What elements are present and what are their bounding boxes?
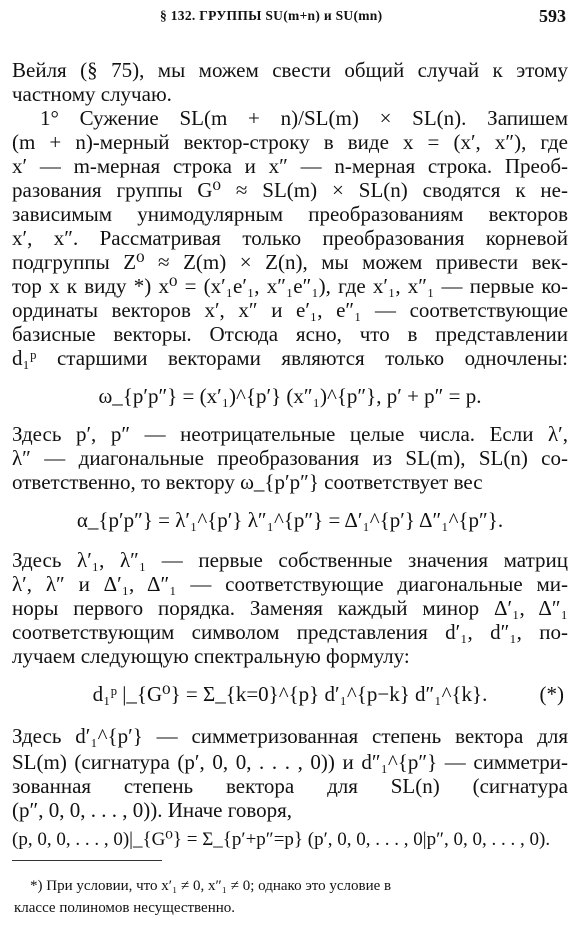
text-line: соответствующим символом представления d′₁, d″₁, по-: [12, 620, 568, 644]
footnote-line: *) При условии, что x′₁ ≠ 0, x″₁ ≠ 0; однако это условие в: [30, 878, 392, 894]
text-line: (p″, 0, 0, . . . , 0)). Иначе говоря,: [12, 798, 293, 822]
text-line: тор x к виду *) x⁰ = (x′₁e′₁, x″₁e″₁), где x′₁, x″₁ — первые ко-: [12, 274, 568, 298]
text-line: зависимым унимодулярным преобразованиям векторов: [12, 202, 568, 226]
formula-restriction: (p, 0, 0, . . . , 0)|_{G⁰} = Σ_{p′+p″=p} (p′, 0, 0, . . . , 0|p″, 0, 0, . . . , 0).: [12, 829, 551, 850]
running-title: § 132. ГРУППЫ SU(m+n) и SU(mn): [160, 8, 383, 23]
text-line: Здесь d′₁^{p′} — симметризованная степень вектора для: [12, 724, 568, 748]
text-line: Здесь p′, p″ — неотрицательные целые числа. Если λ′,: [12, 422, 568, 446]
page-header: [0, 6, 580, 28]
text-line: d₁ᵖ старшими векторами являются только одночлены:: [12, 346, 568, 370]
text-line: базисные векторы. Отсюда ясно, что в представлении: [12, 322, 568, 346]
formula-omega: ω_{p′p″} = (x′₁)^{p′} (x″₁)^{p″}, p′ + p″ = p.: [98, 384, 482, 408]
text-line: λ″ — диагональные преобразования из SL(m), SL(n) со-: [12, 446, 568, 470]
text-line: Здесь λ′₁, λ″₁ — первые собственные значения матриц: [12, 548, 568, 572]
text-line: Вейля (§ 75), мы можем свести общий случай к этому: [12, 58, 568, 82]
text-line: подгруппы Z⁰ ≈ Z(m) × Z(n), мы можем привести век-: [12, 250, 568, 274]
text-line: λ′, λ″ и Δ′₁, Δ″₁ — соответствующие диагональные ми-: [12, 572, 568, 596]
text-line: x′ — m-мерная строка и x″ — n-мерная строка. Преоб-: [12, 154, 568, 178]
text-line: зованная степень вектора для SL(n) (сигнатура: [12, 774, 568, 798]
formula-alpha: α_{p′p″} = λ′₁^{p′} λ″₁^{p″} = Δ′₁^{p′} Δ″₁^{p″}.: [76, 508, 504, 532]
page-number: 593: [539, 6, 566, 26]
text-line: разования группы G⁰ ≈ SL(m) × SL(n) сводятся к не-: [12, 178, 568, 202]
text-line: ответственно, то вектору ω_{p′p″} соответствует вес: [12, 470, 483, 494]
text-line: норы первого порядка. Заменяя каждый минор Δ′₁, Δ″₁: [12, 596, 568, 620]
section-heading-line: 1° Сужение SL(m + n)/SL(m) × SL(n). Запишем: [40, 106, 568, 130]
text-line: SL(m) (сигнатура (p′, 0, 0, . . . , 0)) и d″₁^{p″} — симметри-: [12, 750, 568, 774]
text-line: частному случаю.: [12, 82, 172, 106]
text-line: ординаты векторов x′, x″ и e′₁, e″₁ — соответствующие: [12, 298, 568, 322]
formula-spectral: d₁ᵖ |_{G⁰} = Σ_{k=0}^{p} d′₁^{p−k} d″₁^{k}.: [92, 682, 488, 706]
text-line: (m + n)-мерный вектор-строку в виде x = (x′, x″), где: [12, 130, 568, 154]
text-line: x′, x″. Рассматривая только преобразования корневой: [12, 226, 568, 250]
footnote-line: классе полиномов несущественно.: [14, 900, 236, 916]
formula-tag: (*): [539, 682, 564, 706]
footnote-divider: [12, 860, 162, 861]
text-line: лучаем следующую спектральную формулу:: [12, 644, 410, 668]
